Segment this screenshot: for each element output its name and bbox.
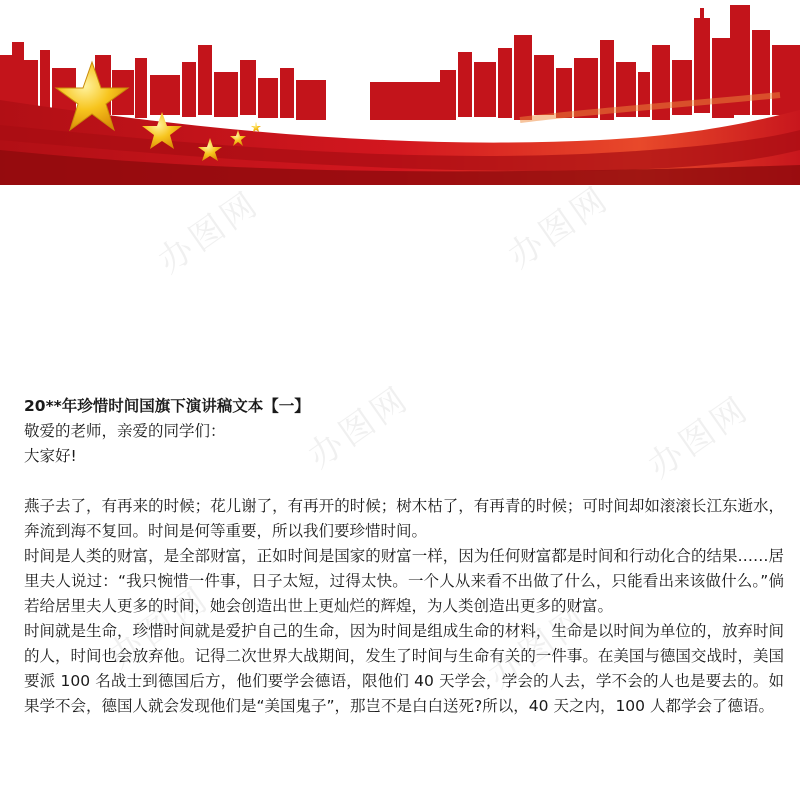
document-title: 20**年珍惜时间国旗下演讲稿文本【一】 — [24, 397, 310, 415]
watermark: 办图网 — [480, 598, 598, 697]
body-paragraph: 时间就是生命，珍惜时间就是爱护自己的生命，因为时间是组成生命的材料，生命是以时间为单位的，放弃时间的人，时间也会放弃他。记得二次世界大战期间，发生了时间与生命有关的一件事。在美国与德国交战时，美国要派 100 名战士到德国后方，他们要学会德语，限他们 40 天学会，学会的人去，学不会的人也是要去的。如果学不会，德国人就会发现他们是“美国鬼子”，那岂不是白白送死?所以，40 天之内，100 人都学会了德语。 — [24, 622, 784, 715]
watermark: 办图网 — [150, 183, 268, 282]
star-icon — [251, 122, 261, 132]
watermark: 办图网 — [640, 388, 758, 487]
speech-document — [24, 394, 784, 719]
city-skyline — [0, 5, 800, 135]
body-paragraph: 燕子去了，有再来的时候；花儿谢了，有再开的时候；树木枯了，有再青的时候；可时间却如滚滚长江东逝水，奔流到海不复回。时间是何等重要，所以我们要珍惜时间。 — [24, 497, 784, 540]
watermark: 办图网 — [100, 578, 218, 677]
red-skyline-banner — [0, 0, 800, 185]
watermark: 办图网 — [300, 378, 418, 477]
paragraph-spacer — [24, 469, 784, 494]
watermark: 办图网 — [500, 178, 618, 277]
salutation: 敬爱的老师，亲爱的同学们： — [24, 422, 226, 440]
greeting: 大家好! — [24, 447, 77, 465]
body-paragraph: 时间是人类的财富，是全部财富，正如时间是国家的财富一样，因为任何财富都是时间和行动化合的结果……居里夫人说过：“我只惋惜一件事，日子太短，过得太快。一个人从来看不出做了什么，只能看出来该做什么。”倘若给居里夫人更多的时间，她会创造出世上更灿烂的辉煌，为人类创造出更多的财富。 — [24, 547, 784, 615]
